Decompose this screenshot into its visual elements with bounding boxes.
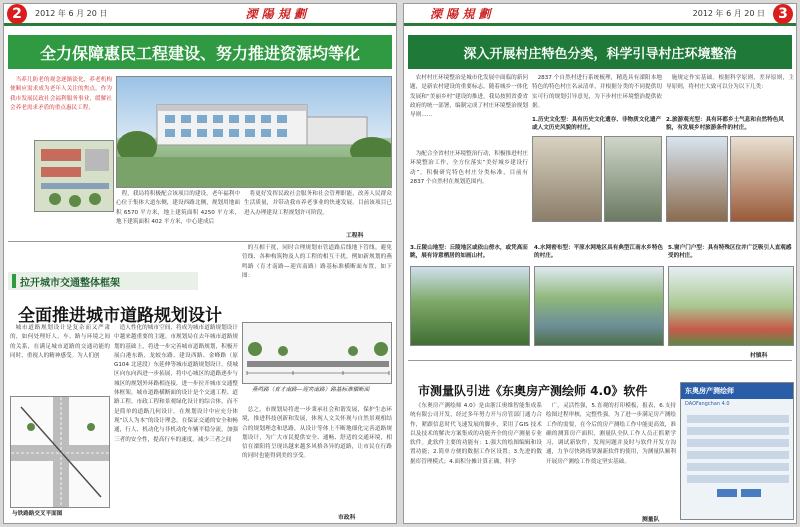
category-1-caption: 1.历史文化型：具有历史文化遗存、非物质文化遗产或人文历史风貌的村庄。 — [532, 117, 662, 131]
software-col2: 广，灵活性强，5.直观的打印模板，报表，6.支持绘图过程审核，完整性强。为了进一步满足房产测绘工作的需要，在今后的房产测绘工作中能更高效，准确的测算房产面积，测量队全队工作人员正抓紧学习，调试新软件，发现问题并及时与软件开发方沟通，力争尽快熟练掌握新软件的使用，为测量队顺利开展房产测绘工作奠定坚实基础。 — [546, 403, 676, 465]
cross-section-drawing — [242, 322, 392, 384]
village-col2: 2837 个自然村进行系统梳理，精选具有溧阳本地特色的特色村庄名录清单，并根据分类的不同提供切实可行的规划引导意见，为下步村庄环境整治提供依据。 — [532, 75, 662, 109]
village-col1: 农村村庄环境整治是城市化发展中面临的新问题，是新农村建设的重要标志。随着城乡一体化发展和“美丽乡村”建设的推进，我局按照省委省政府的统一部署，编制完成了村庄环境整治规划导则…… — [410, 75, 528, 119]
software-col1: 《东奥房产测绘师 4.0》是由浙江奥维智能集成系统有限公司开发，经过多年努力开与房管部门通力合作，紧跟信息时代飞速发展的脚步，采用了GIS 技术以及技术的解决方案集成的功能齐全的房产测量专业软件。此软件主要的功能有：1.强大的绘图编辑和设置功能；2.简单方便的数据工作区设置；3.先进的数据库管理模式；4.面积分摊计算正确，科学 — [410, 403, 542, 465]
site-plan-image — [34, 140, 114, 212]
article1-byline: 工程科 — [346, 233, 364, 239]
masthead: 溧 陽 規 劃 — [245, 7, 306, 21]
intro-text: 当养儿防老的观念逐渐淡化，养老机构便顺应需求成为老年人关注的焦点。作为我市发展民政社会福利服务事业，缓解社会养老需求矛盾的重点惠民工程， — [10, 77, 112, 111]
village-col1b: 为配合全省村庄环境整治行动，积极推进村庄环境整治工作，全方位落实“美好城乡建设行动”，积极研究特色村庄分类标准，目前有 2837 个自然村在规划范围内。 — [410, 151, 528, 185]
article2-title: 全面推进城市道路规划设计 — [18, 306, 222, 326]
right-page-header — [404, 4, 796, 26]
divider — [8, 241, 392, 242]
article1-text: 程，我局将积极配合该项目的建设。老年福利中心位于集体大道东侧，建设西路北侧，规划用地面积 6570 平方米，地上建筑面积 4250 平方米，地下建筑面积 402 平方米，中心建成后 — [116, 191, 240, 225]
article1-text-2: 将更好发挥民政社会服务和社会管理职能，改善人民群众生活质量，并带动我市养老事业的快速发展。目前该项目已进入办理建设工程规划许可阶段。 — [244, 191, 392, 216]
software-byline: 测量队 — [642, 517, 660, 523]
accent-bar — [12, 274, 16, 288]
diagram-caption: 与铁路路交叉平面图 — [12, 511, 63, 517]
water-village-photo — [534, 266, 664, 346]
headline-banner — [8, 35, 392, 69]
divider — [408, 360, 792, 361]
cross-section-caption: 燕鸣路（育才南路—迎宾南路）路基标准横断面 — [252, 387, 370, 393]
headline-banner — [408, 35, 792, 69]
category-3-caption: 3.丘陵山地型：丘陵地区或依山傍水，或凭高而眺，展有诗意栖居的如画山村。 — [410, 245, 528, 259]
article2-byline: 市政科 — [338, 515, 356, 521]
category-5-caption: 5.窗户门户型：具有特殊区位并广泛吸引人直观感受的村庄。 — [668, 245, 792, 259]
masthead: 溧 陽 規 劃 — [430, 7, 491, 21]
tourism-village-photo-1 — [666, 136, 728, 222]
tourism-village-photo-2 — [730, 136, 794, 222]
left-page-header — [4, 4, 396, 26]
headline: 全力保障惠民工程建设、努力推进资源均等化 — [39, 43, 360, 63]
historic-village-photo-2 — [604, 136, 662, 222]
right-page — [403, 3, 797, 524]
elderly-center-rendering — [116, 76, 392, 188]
software-title: 市测量队引进《东奥房产测绘师 4.0》软件 — [418, 384, 648, 398]
article2-col3b: 总之，市规划局将进一步秉承社会和谐发展，保护生态环境，推进科技创新和发展，体现人文关怀现与自然景观相结合的规划理念和思路，从设计等体上不断地细化完善道路规划设计，为广大市民提供安全、通畅、舒适的交通环境，相信在溧阳将呈现出越来越多风格各异的道路，让市民在行路的同时也能得到美的享受。 — [242, 407, 392, 460]
section-label: 拉开城市交通整体框架 — [20, 277, 120, 289]
article2-col2: 造人性化的城市空间，将成为城市道路规划设计中越来越重要的主题。市规划局在去年城市道路规划的基础上，将进一步完善城市道路规划，积极开展白港东路、龙蛟东路、建设西路、金峰路（原 G104 北延段）东延伸等城市道路规划设计，使城区向东向西进一步拓展，将中心城区的道路逐步与城区的规划外环路相连接，进一步拉开城市交通整体框架。城市道路横断面的设计是个交通工程、道路工程、市政工程和景观绿化设计的综合体，而不是简单的道路几何设计。在规划设计中应充分体现“以人为本”的设计理念，在保证交通的安全和畅通，行人、机动化与非机动化车辆平稳分流，加强三者的安全性，提高行车的速度。减少三者之间 — [114, 325, 238, 443]
gateway-village-photo — [668, 266, 794, 346]
software-screenshot — [680, 382, 794, 520]
section-label-box — [8, 272, 198, 290]
article2-col1: 城市道路规划设计是复杂而又严肃的，如何处理好人、车、路与环境之间的关系，在满足城市道路的交通功能的同时，重视人的精神感受。为人们创 — [10, 325, 110, 359]
page-number: 2 — [7, 4, 27, 24]
category-2-caption: 2.旅游观光型：具有环都乡土气息和自然特色风貌，有发展乡村旅游条件的村庄。 — [666, 117, 784, 131]
issue-date: 2012 年 6 月 20 日 — [35, 9, 108, 18]
article2-col3: 的互相干扰，同时合理规划市管道路后线地下管线。避免管线、各种构筑物及人的工程的相互干扰，例如新规划的燕鸣路（育才南路—迎宾南路）路基标准横断面布置，如下图： — [242, 245, 392, 279]
software-screen-body — [681, 409, 794, 509]
issue-date: 2012 年 6 月 20 日 — [692, 9, 765, 18]
category-4-caption: 4.水网密布型：平原水网地区具有典型江南水乡特色的村庄。 — [534, 245, 664, 259]
left-page — [3, 3, 397, 524]
intersection-diagram — [10, 396, 110, 508]
software-screen-title: 东奥房产测绘师 — [681, 383, 793, 399]
village-col3: 施规定作实基础。根据科学原则，差异原则，主导原则，将村庄大致可以分为以下几类： — [666, 75, 794, 91]
hill-village-photo — [410, 266, 530, 346]
historic-village-photo-1 — [532, 136, 602, 222]
village-byline: 村镇科 — [750, 353, 768, 359]
page-number: 3 — [773, 4, 793, 24]
headline: 深入开展村庄特色分类，科学引导村庄环境整治 — [463, 46, 737, 62]
software-screen-subtitle: DAOFangchan 4.0 — [685, 401, 730, 407]
